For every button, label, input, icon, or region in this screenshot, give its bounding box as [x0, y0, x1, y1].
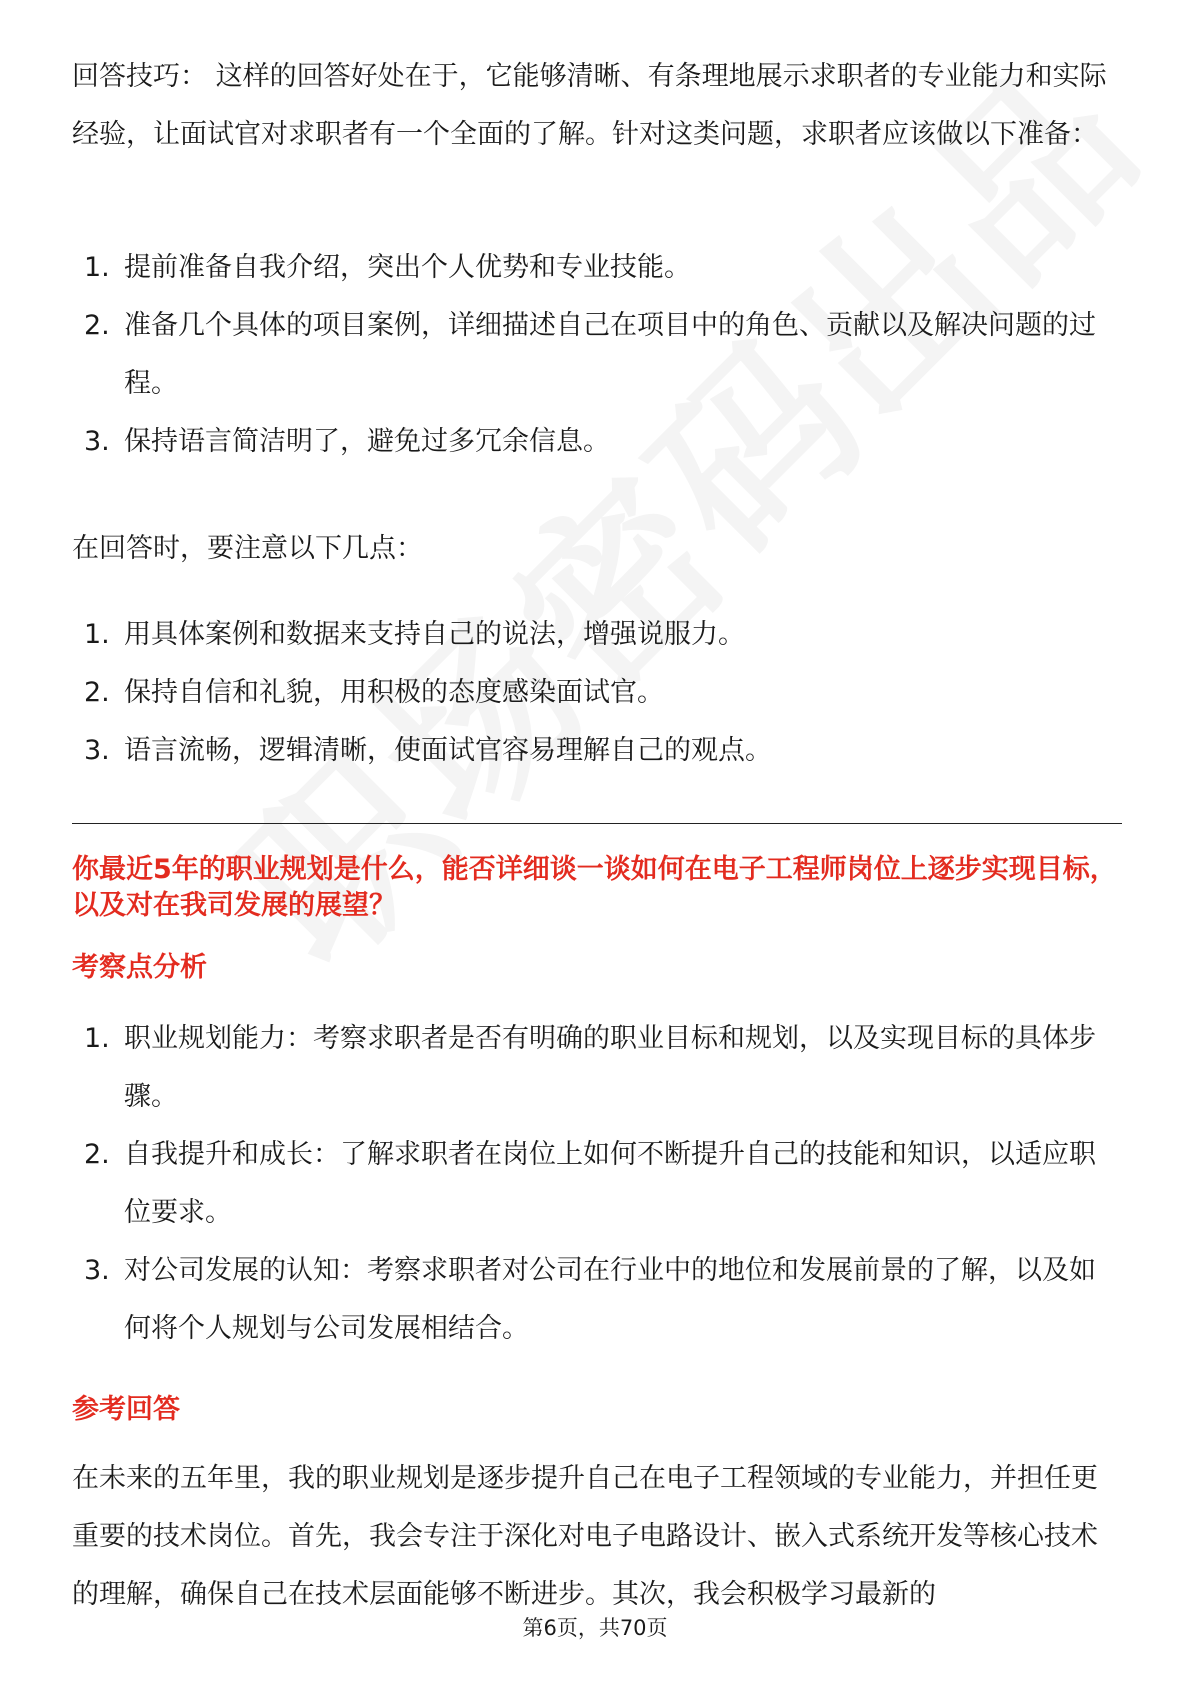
answer-heading: 参考回答 — [72, 1394, 180, 1425]
list-text: 提前准备自我介绍，突出个人优势和专业技能。 — [124, 252, 691, 283]
list-number: 1. — [84, 1023, 110, 1054]
list-number: 1. — [84, 619, 110, 650]
list-number: 2. — [84, 310, 110, 341]
list-item — [72, 1010, 1122, 1126]
list-item — [72, 297, 1122, 413]
intro-paragraph: 回答技巧： 这样的回答好处在于，它能够清晰、有条理地展示求职者的专业能力和实际经验，让面试官对求职者有一个全面的了解。针对这类问题，求职者应该做以下准备： — [72, 61, 1107, 150]
list-text: 保持语言简洁明了，避免过多冗余信息。 — [124, 426, 610, 457]
list-number: 3. — [84, 1255, 110, 1286]
list-number: 2. — [84, 1139, 110, 1170]
list-text: 准备几个具体的项目案例，详细描述自己在项目中的角色、贡献以及解决问题的过程。 — [124, 310, 1096, 399]
list-item — [72, 413, 1122, 471]
list-item — [72, 1242, 1122, 1358]
list-number: 1. — [84, 252, 110, 283]
list-text: 职业规划能力：考察求职者是否有明确的职业目标和规划，以及实现目标的具体步骤。 — [124, 1023, 1096, 1112]
question-heading: 你最近5年的职业规划是什么，能否详细谈一谈如何在电子工程师岗位上逐步实现目标，以及对在我司发展的展望？ — [72, 854, 1117, 921]
page-footer: 第6页，共70页 — [522, 1616, 668, 1640]
list-item — [72, 239, 1122, 297]
list-text: 对公司发展的认知：考察求职者对公司在行业中的地位和发展前景的了解，以及如何将个人规划与公司发展相结合。 — [124, 1255, 1096, 1344]
list-item — [72, 664, 1122, 722]
list-text: 语言流畅，逻辑清晰，使面试官容易理解自己的观点。 — [124, 735, 772, 766]
analysis-list — [72, 1010, 1122, 1358]
list-text: 自我提升和成长：了解求职者在岗位上如何不断提升自己的技能和知识，以适应职位要求。 — [124, 1139, 1096, 1228]
prep-list — [72, 239, 1122, 471]
analysis-heading: 考察点分析 — [72, 952, 207, 983]
list-item — [72, 606, 1122, 664]
list-number: 2. — [84, 677, 110, 708]
list-number: 3. — [84, 426, 110, 457]
section-divider — [72, 823, 1122, 824]
list-number: 3. — [84, 735, 110, 766]
notes-heading: 在回答时，要注意以下几点： — [72, 533, 423, 564]
list-text: 用具体案例和数据来支持自己的说法，增强说服力。 — [124, 619, 745, 650]
list-item — [72, 722, 1122, 780]
list-item — [72, 1126, 1122, 1242]
list-text: 保持自信和礼貌，用积极的态度感染面试官。 — [124, 677, 664, 708]
answer-paragraph: 在未来的五年里，我的职业规划是逐步提升自己在电子工程领域的专业能力，并担任更重要的技术岗位。首先，我会专注于深化对电子电路设计、嵌入式系统开发等核心技术的理解，确保自己在技术层面能够不断进步。其次，我会积极学习最新的 — [72, 1463, 1098, 1610]
notes-list — [72, 606, 1122, 780]
